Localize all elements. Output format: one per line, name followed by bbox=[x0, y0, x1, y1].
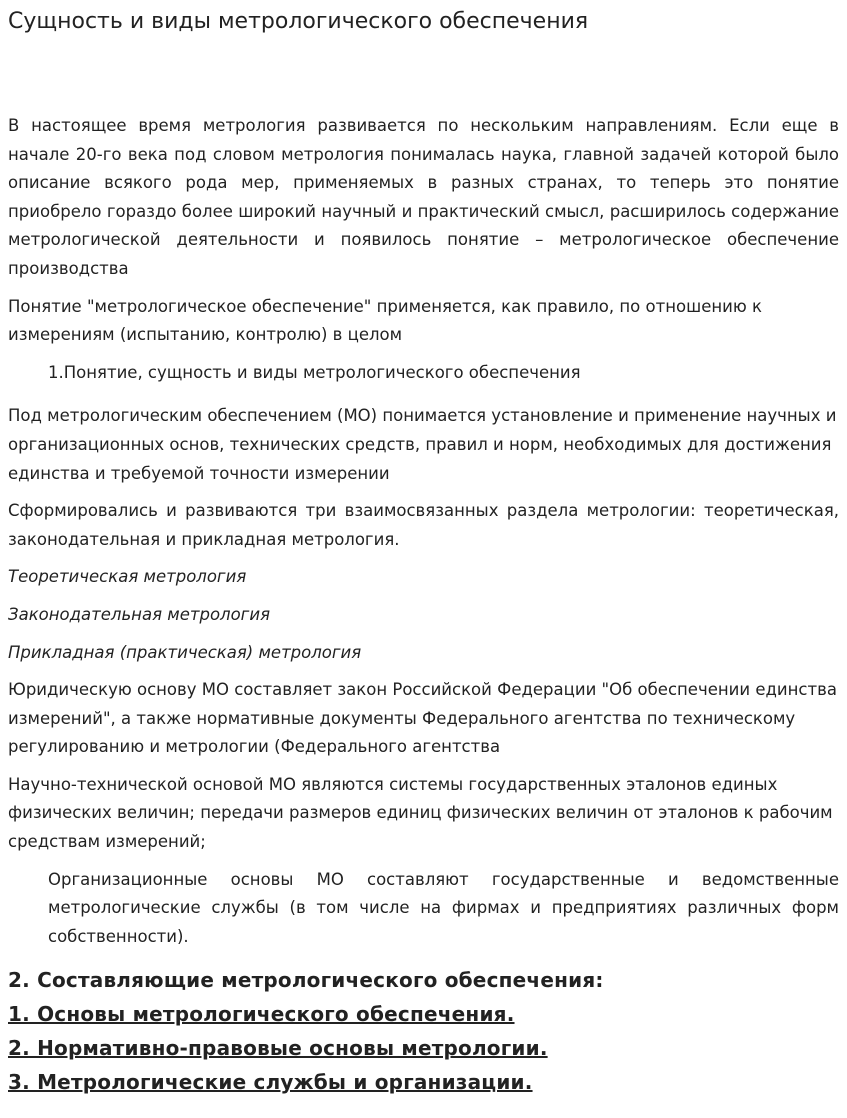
components-item-1: 1. Основы метрологического обеспечения. bbox=[8, 1002, 515, 1027]
legislative-metrology-label: Законодательная метрология bbox=[8, 604, 270, 624]
concept-paragraph: Понятие "метрологическое обеспечение" применяется, как правило, по отношению к измерениям (испытанию, контролю) в целом bbox=[8, 296, 762, 345]
components-item-2: 2. Нормативно-правовые основы метрологии. bbox=[8, 1036, 548, 1061]
theoretical-metrology-label: Теоретическая метрология bbox=[8, 567, 247, 587]
components-item-3: 3. Метрологические службы и организации. bbox=[8, 1070, 533, 1095]
applied-metrology-label: Прикладная (практическая) метрология bbox=[8, 642, 362, 662]
legal-basis-paragraph: Юридическую основу МО составляет закон Российской Федерации "Об обеспечении единства измерений", а также нормативные документы Федерального агентства по техническому регулированию и метрологии (Федерального агентства bbox=[8, 680, 837, 757]
document-page bbox=[8, 0, 839, 1099]
technical-basis-paragraph: Научно-технической основой МО являются системы государственных эталонов единых физических величин; передачи размеров единиц физических величин от эталонов к рабочим средствам измерений; bbox=[8, 774, 833, 852]
intro-paragraph: В настоящее время метрология развивается по нескольким направлениям. Если еще в начале 20-го века под словом метрология понималась наука, главной задачей которой было описание всякого рода мер, применяемых в разных странах, то теперь это понятие приобрело гораздо более широкий научный и практический смысл, расширилось содержание метрологической деятельности и появилось понятие – метрологическое обеспечение производства bbox=[8, 116, 839, 278]
components-heading: 2. Составляющие метрологического обеспечения: bbox=[8, 968, 604, 993]
section-heading-1: 1.Понятие, сущность и виды метрологического обеспечения bbox=[48, 362, 581, 382]
page-title: Сущность и виды метрологического обеспечения bbox=[8, 9, 589, 34]
definition-paragraph: Под метрологическим обеспечением (МО) понимается установление и применение научных и организационных основ, технических средств, правил и норм, необходимых для достижения единства и требуемой точности измерении bbox=[8, 406, 837, 483]
sections-formed-paragraph: Сформировались и развиваются три взаимосвязанных раздела метрологии: теоретическая, законодательная и прикладная метрология. bbox=[8, 501, 839, 549]
organizational-basis-paragraph: Организационные основы МО составляют государственные и ведомственные метрологические службы (в том числе на фирмах и предприятиях различных форм собственности). bbox=[48, 869, 839, 946]
